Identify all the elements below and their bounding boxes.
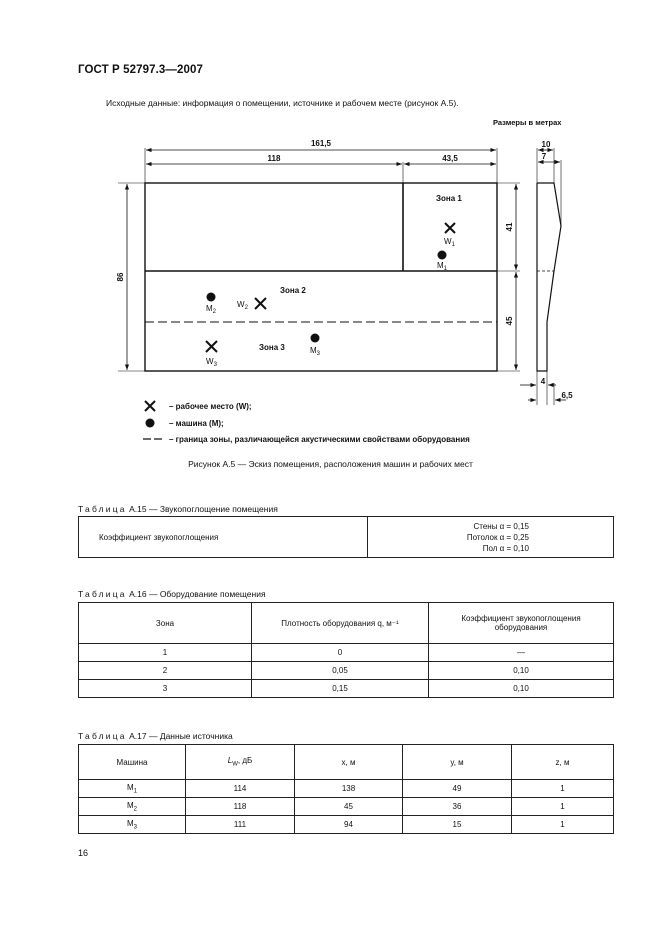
x-mark-icon [143, 400, 165, 412]
machine-m2-icon [207, 293, 216, 302]
legend-machine [143, 417, 224, 429]
dim-left-width: 118 [267, 154, 281, 163]
table-row: $M_2$ 118 45 36 1 [79, 798, 614, 816]
legend-machine-text: – машина (M); [169, 418, 224, 428]
page-number: 16 [78, 848, 89, 858]
table17-caption: Таблица А.17 — Данные источника [78, 731, 233, 741]
col-header: z, м [512, 745, 614, 780]
m3-label: $M_3$ [310, 346, 321, 357]
dim-height-upper: 41 [505, 222, 514, 232]
m1-label: $M_1$ [437, 261, 448, 272]
dim-height-total: 86 [116, 272, 125, 282]
dashed-line-icon [143, 433, 165, 445]
zone2-label: Зона 2 [280, 286, 306, 295]
dimensions-note: Размеры в метрах [493, 118, 562, 127]
table-row [79, 517, 614, 558]
col-header: y, м [403, 745, 512, 780]
room-outline [145, 183, 497, 371]
w3-label: $W_3$ [206, 357, 217, 368]
m2-label: $M_2$ [206, 304, 217, 315]
table-row: 1 0 — [79, 644, 614, 662]
legend-zone-boundary [143, 433, 470, 445]
legend-workplace [143, 400, 252, 412]
dim-side-bottom-2: 6,5 [561, 391, 573, 400]
workplace-w3-icon [206, 341, 217, 352]
table-row: 3 0,15 0,10 [79, 680, 614, 698]
dim-right-width: 43,5 [442, 154, 458, 163]
workplace-w1-icon [445, 223, 455, 233]
table15-caption: Таблица А.15 — Звукопоглощение помещения [78, 504, 278, 514]
col-header: $L_W$, дБ [186, 745, 295, 780]
intro-text: Исходные данные: информация о помещении, источнике и рабочем месте (рисунок А.5). [106, 98, 459, 108]
col-header: Плотность оборудования q, м⁻¹ [252, 603, 429, 644]
col-header: x, м [295, 745, 403, 780]
table17 [78, 744, 614, 834]
page-header: ГОСТ Р 52797.3—2007 [78, 64, 203, 76]
table16 [78, 602, 614, 698]
table15 [78, 516, 614, 558]
workplace-w2-icon [255, 298, 266, 309]
table-header-row [79, 745, 614, 780]
figure-caption: Рисунок А.5 — Эскиз помещения, расположения машин и рабочих мест [188, 459, 473, 469]
legend-workplace-text: – рабочее место (W); [169, 401, 252, 411]
machine-m1-icon [438, 251, 447, 260]
col-header: Машина [79, 745, 186, 780]
dim-side-bottom-1: 4 [540, 377, 546, 386]
side-profile [537, 183, 561, 371]
table-header-row [79, 603, 614, 644]
table-row: $M_1$ 114 138 49 1 [79, 780, 614, 798]
dim-side-top: 10 [541, 140, 551, 149]
zone3-label: Зона 3 [259, 343, 285, 352]
table-row: 2 0,05 0,10 [79, 662, 614, 680]
table15-label: Коэффициент звукопоглощения [79, 517, 368, 558]
table15-values: Стены α = 0,15 Потолок α = 0,25 Пол α = 0,10 [368, 517, 614, 558]
dim-height-lower: 45 [505, 316, 514, 326]
table16-caption: Таблица А.16 — Оборудование помещения [78, 589, 266, 599]
w1-label: $W_1$ [444, 237, 455, 248]
dim-total-width: 161,5 [310, 139, 332, 148]
col-header: Зона [79, 603, 252, 644]
dim-side-inner: 7 [541, 152, 547, 161]
w2-label: $W_2$ [237, 300, 248, 311]
zone1-label: Зона 1 [436, 194, 462, 203]
dot-icon [143, 417, 165, 429]
room-sketch [0, 0, 661, 440]
col-header: Коэффициент звукопоглощения оборудования [429, 603, 614, 644]
table-row: $M_3$ 111 94 15 1 [79, 816, 614, 834]
machine-m3-icon [311, 334, 320, 343]
legend-zone-boundary-text: – граница зоны, различающейся акустическими свойствами оборудования [169, 434, 470, 444]
